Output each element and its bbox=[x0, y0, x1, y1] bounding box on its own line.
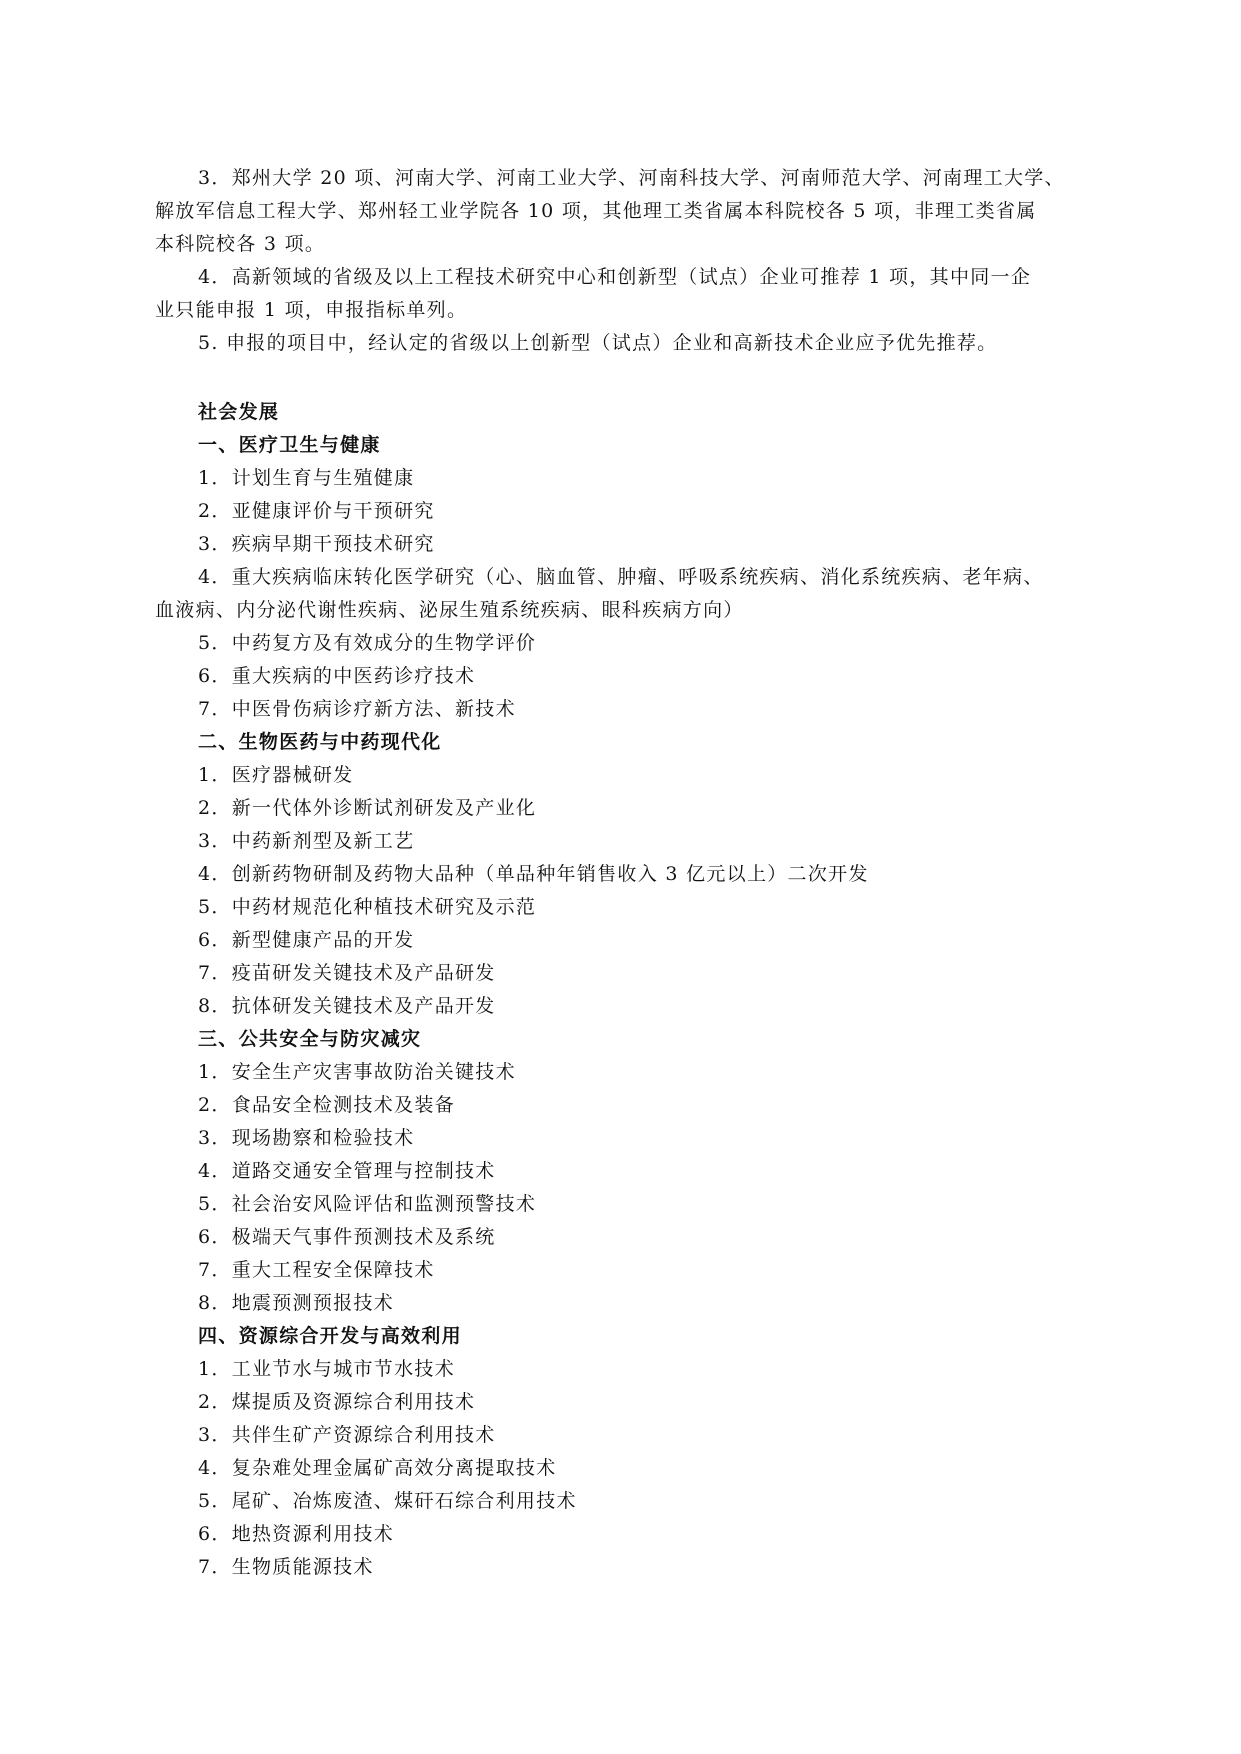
list-item: 5．社会治安风险评估和监测预警技术 bbox=[198, 1193, 537, 1215]
list-item: 6．地热资源利用技术 bbox=[198, 1523, 395, 1545]
list-item: 8．抗体研发关键技术及产品开发 bbox=[198, 995, 496, 1017]
list-item: 5．中药材规范化种植技术研究及示范 bbox=[198, 896, 537, 918]
list-item: 6．极端天气事件预测技术及系统 bbox=[198, 1226, 496, 1248]
list-item: 1．计划生育与生殖健康 bbox=[198, 467, 415, 489]
list-item: 1．工业节水与城市节水技术 bbox=[198, 1358, 455, 1380]
list-item: 1．安全生产灾害事故防治关键技术 bbox=[198, 1061, 516, 1083]
section-spacer bbox=[155, 360, 1095, 396]
list-item: 7．疫苗研发关键技术及产品研发 bbox=[198, 962, 496, 984]
list-item: 4．创新药物研制及药物大品种（单品种年销售收入 3 亿元以上）二次开发 bbox=[198, 863, 869, 885]
category-heading-biomedicine: 二、生物医药与中药现代化 bbox=[198, 731, 442, 753]
list-item: 5．中药复方及有效成分的生物学评价 bbox=[198, 632, 537, 654]
list-item: 3．疾病早期干预技术研究 bbox=[198, 533, 435, 555]
list-item: 3．现场勘察和检验技术 bbox=[198, 1127, 415, 1149]
section-title: 社会发展 bbox=[198, 401, 280, 423]
list-item: 2．亚健康评价与干预研究 bbox=[198, 500, 435, 522]
category-heading-public-safety: 三、公共安全与防灾减灾 bbox=[198, 1028, 422, 1050]
paragraph-4-line-2: 业只能申报 1 项，申报指标单列。 bbox=[155, 299, 468, 321]
paragraph-3-line-2: 解放军信息工程大学、郑州轻工业学院各 10 项，其他理工类省属本科院校各 5 项，非理工类省属 bbox=[155, 200, 1037, 222]
list-item: 5．尾矿、冶炼废渣、煤矸石综合利用技术 bbox=[198, 1490, 577, 1512]
document-body bbox=[155, 162, 1095, 1584]
list-item: 4．复杂难处理金属矿高效分离提取技术 bbox=[198, 1457, 557, 1479]
list-item: 6．新型健康产品的开发 bbox=[198, 929, 415, 951]
list-item: 7．重大工程安全保障技术 bbox=[198, 1259, 435, 1281]
list-item: 2．新一代体外诊断试剂研发及产业化 bbox=[198, 797, 537, 819]
list-item: 4．重大疾病临床转化医学研究（心、脑血管、肿瘤、呼吸系统疾病、消化系统疾病、老年病、 bbox=[198, 566, 1044, 588]
list-item: 6．重大疾病的中医药诊疗技术 bbox=[198, 665, 476, 687]
paragraph-3-line-3: 本科院校各 3 项。 bbox=[155, 233, 326, 255]
list-item: 3．共伴生矿产资源综合利用技术 bbox=[198, 1424, 496, 1446]
list-item: 1．医疗器械研发 bbox=[198, 764, 354, 786]
list-item: 4．道路交通安全管理与控制技术 bbox=[198, 1160, 496, 1182]
list-item: 7．中医骨伤病诊疗新方法、新技术 bbox=[198, 698, 516, 720]
list-item: 3．中药新剂型及新工艺 bbox=[198, 830, 415, 852]
list-item: 2．食品安全检测技术及装备 bbox=[198, 1094, 455, 1116]
paragraph-4-line-1: 4．高新领域的省级及以上工程技术研究中心和创新型（试点）企业可推荐 1 项，其中同一企 bbox=[198, 266, 1032, 288]
category-heading-medical: 一、医疗卫生与健康 bbox=[198, 434, 381, 456]
list-item: 2．煤提质及资源综合利用技术 bbox=[198, 1391, 476, 1413]
list-item: 8．地震预测预报技术 bbox=[198, 1292, 395, 1314]
category-heading-resources: 四、资源综合开发与高效利用 bbox=[198, 1325, 462, 1347]
list-item: 7．生物质能源技术 bbox=[198, 1556, 374, 1578]
paragraph-5: 5. 申报的项目中，经认定的省级以上创新型（试点）企业和高新技术企业应予优先推荐。 bbox=[198, 332, 998, 354]
paragraph-3-line-1: 3．郑州大学 20 项、河南大学、河南工业大学、河南科技大学、河南师范大学、河南理工大学、 bbox=[198, 167, 1065, 189]
list-item-continuation: 血液病、内分泌代谢性疾病、泌尿生殖系统疾病、眼科疾病方向） bbox=[155, 599, 744, 621]
